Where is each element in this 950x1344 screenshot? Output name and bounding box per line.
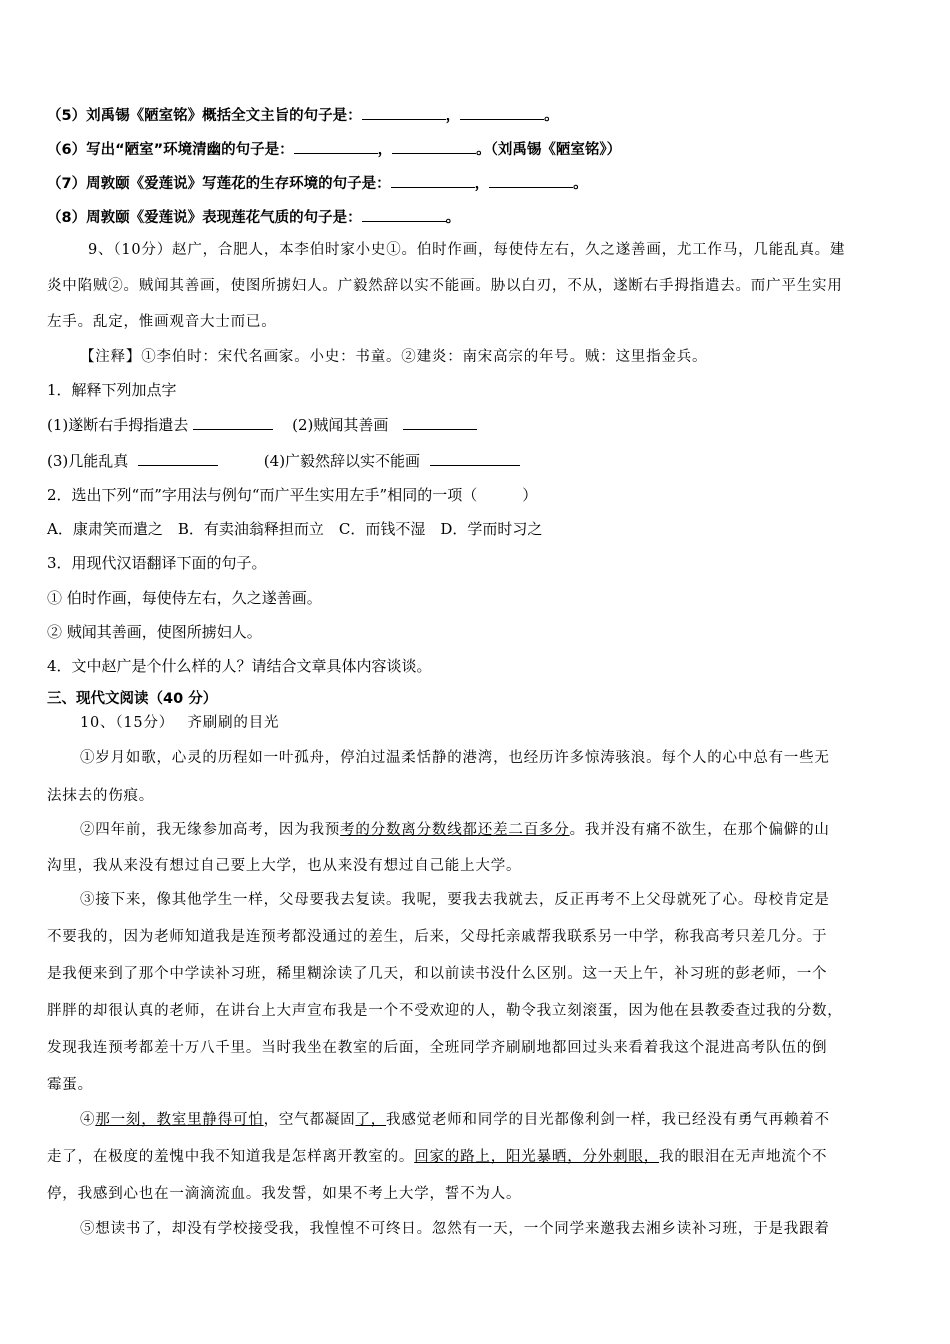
paragraph-line: 发现我连预考都差十万八千里。当时我坐在教室的后面，全班同学齐刷刷地都回过头来看着我这个混进高考队伍的倒 — [47, 1040, 828, 1056]
q9-sub3: 3．用现代汉语翻译下面的句子。 — [47, 554, 267, 572]
q9-sub3-sentence-2: ② 贼闻其善画，使图所掳妇人。 — [47, 623, 262, 641]
section-heading: 三、现代文阅读（40 分） — [47, 691, 218, 707]
q9-sub1: 1．解释下列加点字 — [47, 381, 177, 399]
answer-blank[interactable] — [392, 138, 476, 154]
answer-blank[interactable] — [138, 450, 218, 466]
answer-blank[interactable] — [294, 138, 378, 154]
q10-title: 10、（15分） 齐刷刷的目光 — [80, 715, 280, 731]
paragraph-line: 沟里，我从来没有想过自己要上大学，也从来没有想过自己能上大学。 — [47, 858, 522, 874]
answer-blank[interactable] — [489, 172, 573, 188]
answer-blank[interactable] — [362, 104, 446, 120]
answer-blank[interactable] — [362, 206, 446, 222]
paragraph-line: 停，我感到心也在一滴滴流血。我发誓，如果不考上大学，誓不为人。 — [47, 1186, 522, 1202]
fill-question-7: （7）周敦颐《爱莲说》写莲花的生存环境的句子是： ， 。 — [47, 172, 588, 194]
paragraph-line: ③接下来，像其他学生一样，父母要我去复读。我呢，要我去我就去，反正再考不上父母就死了心。母校肯定是 — [80, 892, 830, 908]
paragraph-line: ④那一刻，教室里静得可怕，空气都凝固了，我感觉老师和同学的目光都像利剑一样，我已经没有勇气再赖着不 — [80, 1112, 830, 1128]
q9-note: 【注释】①李伯时：宋代名画家。小史：书童。②建炎：南宋高宗的年号。贼：这里指金兵。 — [80, 349, 708, 365]
q9-passage-line: 炎中陷贼②。贼闻其善画，使图所掳妇人。广毅然辞以实不能画。胁以白刃，不从，遂断右手拇指遣去。而广平生实用 — [47, 278, 843, 294]
q9-passage-line: 左手。乱定，惟画观音大士而已。 — [47, 314, 277, 330]
paragraph-line: 法抹去的伤痕。 — [47, 788, 155, 804]
underlined-phrase: 了， — [355, 1112, 387, 1128]
q9-sub4: 4．文中赵广是个什么样的人？请结合文章具体内容谈谈。 — [47, 657, 432, 675]
underlined-phrase: 回家的路上，阳光暴晒，分外刺眼， — [414, 1149, 660, 1165]
paragraph-line: ②四年前，我无缘参加高考，因为我预考的分数离分数线都还差二百多分。我并没有痛不欲生，在那个偏僻的山 — [80, 822, 830, 838]
paragraph-line: 是我便来到了那个中学读补习班，稀里糊涂读了几天，和以前读书没什么区别。这一天上午，补习班的彭老师，一个 — [47, 966, 828, 982]
paragraph-line: ①岁月如歌，心灵的历程如一叶孤舟，停泊过温柔恬静的港湾，也经历许多惊涛骇浪。每个人的心中总有一些无 — [80, 750, 830, 766]
answer-blank[interactable] — [193, 414, 273, 430]
fill-question-5: （5）刘禹锡《陋室铭》概括全文主旨的句子是： ， 。 — [47, 104, 559, 126]
answer-blank[interactable] — [403, 414, 477, 430]
q9-passage-line: 9、（10分）赵广，合肥人，本李伯时家小史①。伯时作画，每使侍左右，久之遂善画，尤工作马，几能乱真。建 — [88, 242, 846, 258]
underlined-phrase: 那一刻，教室里静得可怕 — [95, 1112, 264, 1128]
paragraph-line: 走了，在极度的羞愧中我不知道我是怎样离开教室的。回家的路上，阳光暴晒，分外刺眼，我的眼泪在无声地流个不 — [47, 1149, 828, 1165]
answer-blank[interactable] — [391, 172, 475, 188]
paragraph-line: ⑤想读书了，却没有学校接受我，我惶惶不可终日。忽然有一天，一个同学来邀我去湘乡读补习班，于是我跟着 — [80, 1221, 830, 1237]
q9-sub3-sentence-1: ① 伯时作画，每使侍左右，久之遂善画。 — [47, 589, 322, 607]
q9-options: A．康肃笑而遣之 B．有卖油翁释担而立 C．而钱不湿 D．学而时习之 — [47, 520, 543, 538]
answer-blank[interactable] — [460, 104, 544, 120]
fill-question-6: （6）写出“陋室”环境清幽的句子是： ， 。（刘禹锡《陋室铭》） — [47, 138, 621, 160]
q9-sub1-row1: (1)遂断右手拇指遣去 (2)贼闻其善画 — [47, 414, 477, 435]
fill-question-8: （8）周敦颐《爱莲说》表现莲花气质的句子是： 。 — [47, 206, 460, 228]
paragraph-line: 霉蛋。 — [47, 1077, 93, 1093]
q9-sub2: 2．选出下列“而”字用法与例句“而广平生实用左手”相同的一项（ ） — [47, 486, 538, 504]
paragraph-line: 胖胖的却很认真的老师，在讲台上大声宣布我是一个不受欢迎的人，勒令我立刻滚蛋，因为他在县教委查过我的分数， — [47, 1003, 843, 1019]
underlined-phrase: 考的分数离分数线都还差二百多分 — [340, 822, 570, 838]
answer-blank[interactable] — [430, 450, 520, 466]
q9-sub1-row2: (3)几能乱真 (4)广毅然辞以实不能画 — [47, 450, 520, 471]
paragraph-line: 不要我的，因为老师知道我是连预考都没通过的差生，后来，父母托亲戚帮我联系另一中学，称我高考只差几分。于 — [47, 929, 828, 945]
